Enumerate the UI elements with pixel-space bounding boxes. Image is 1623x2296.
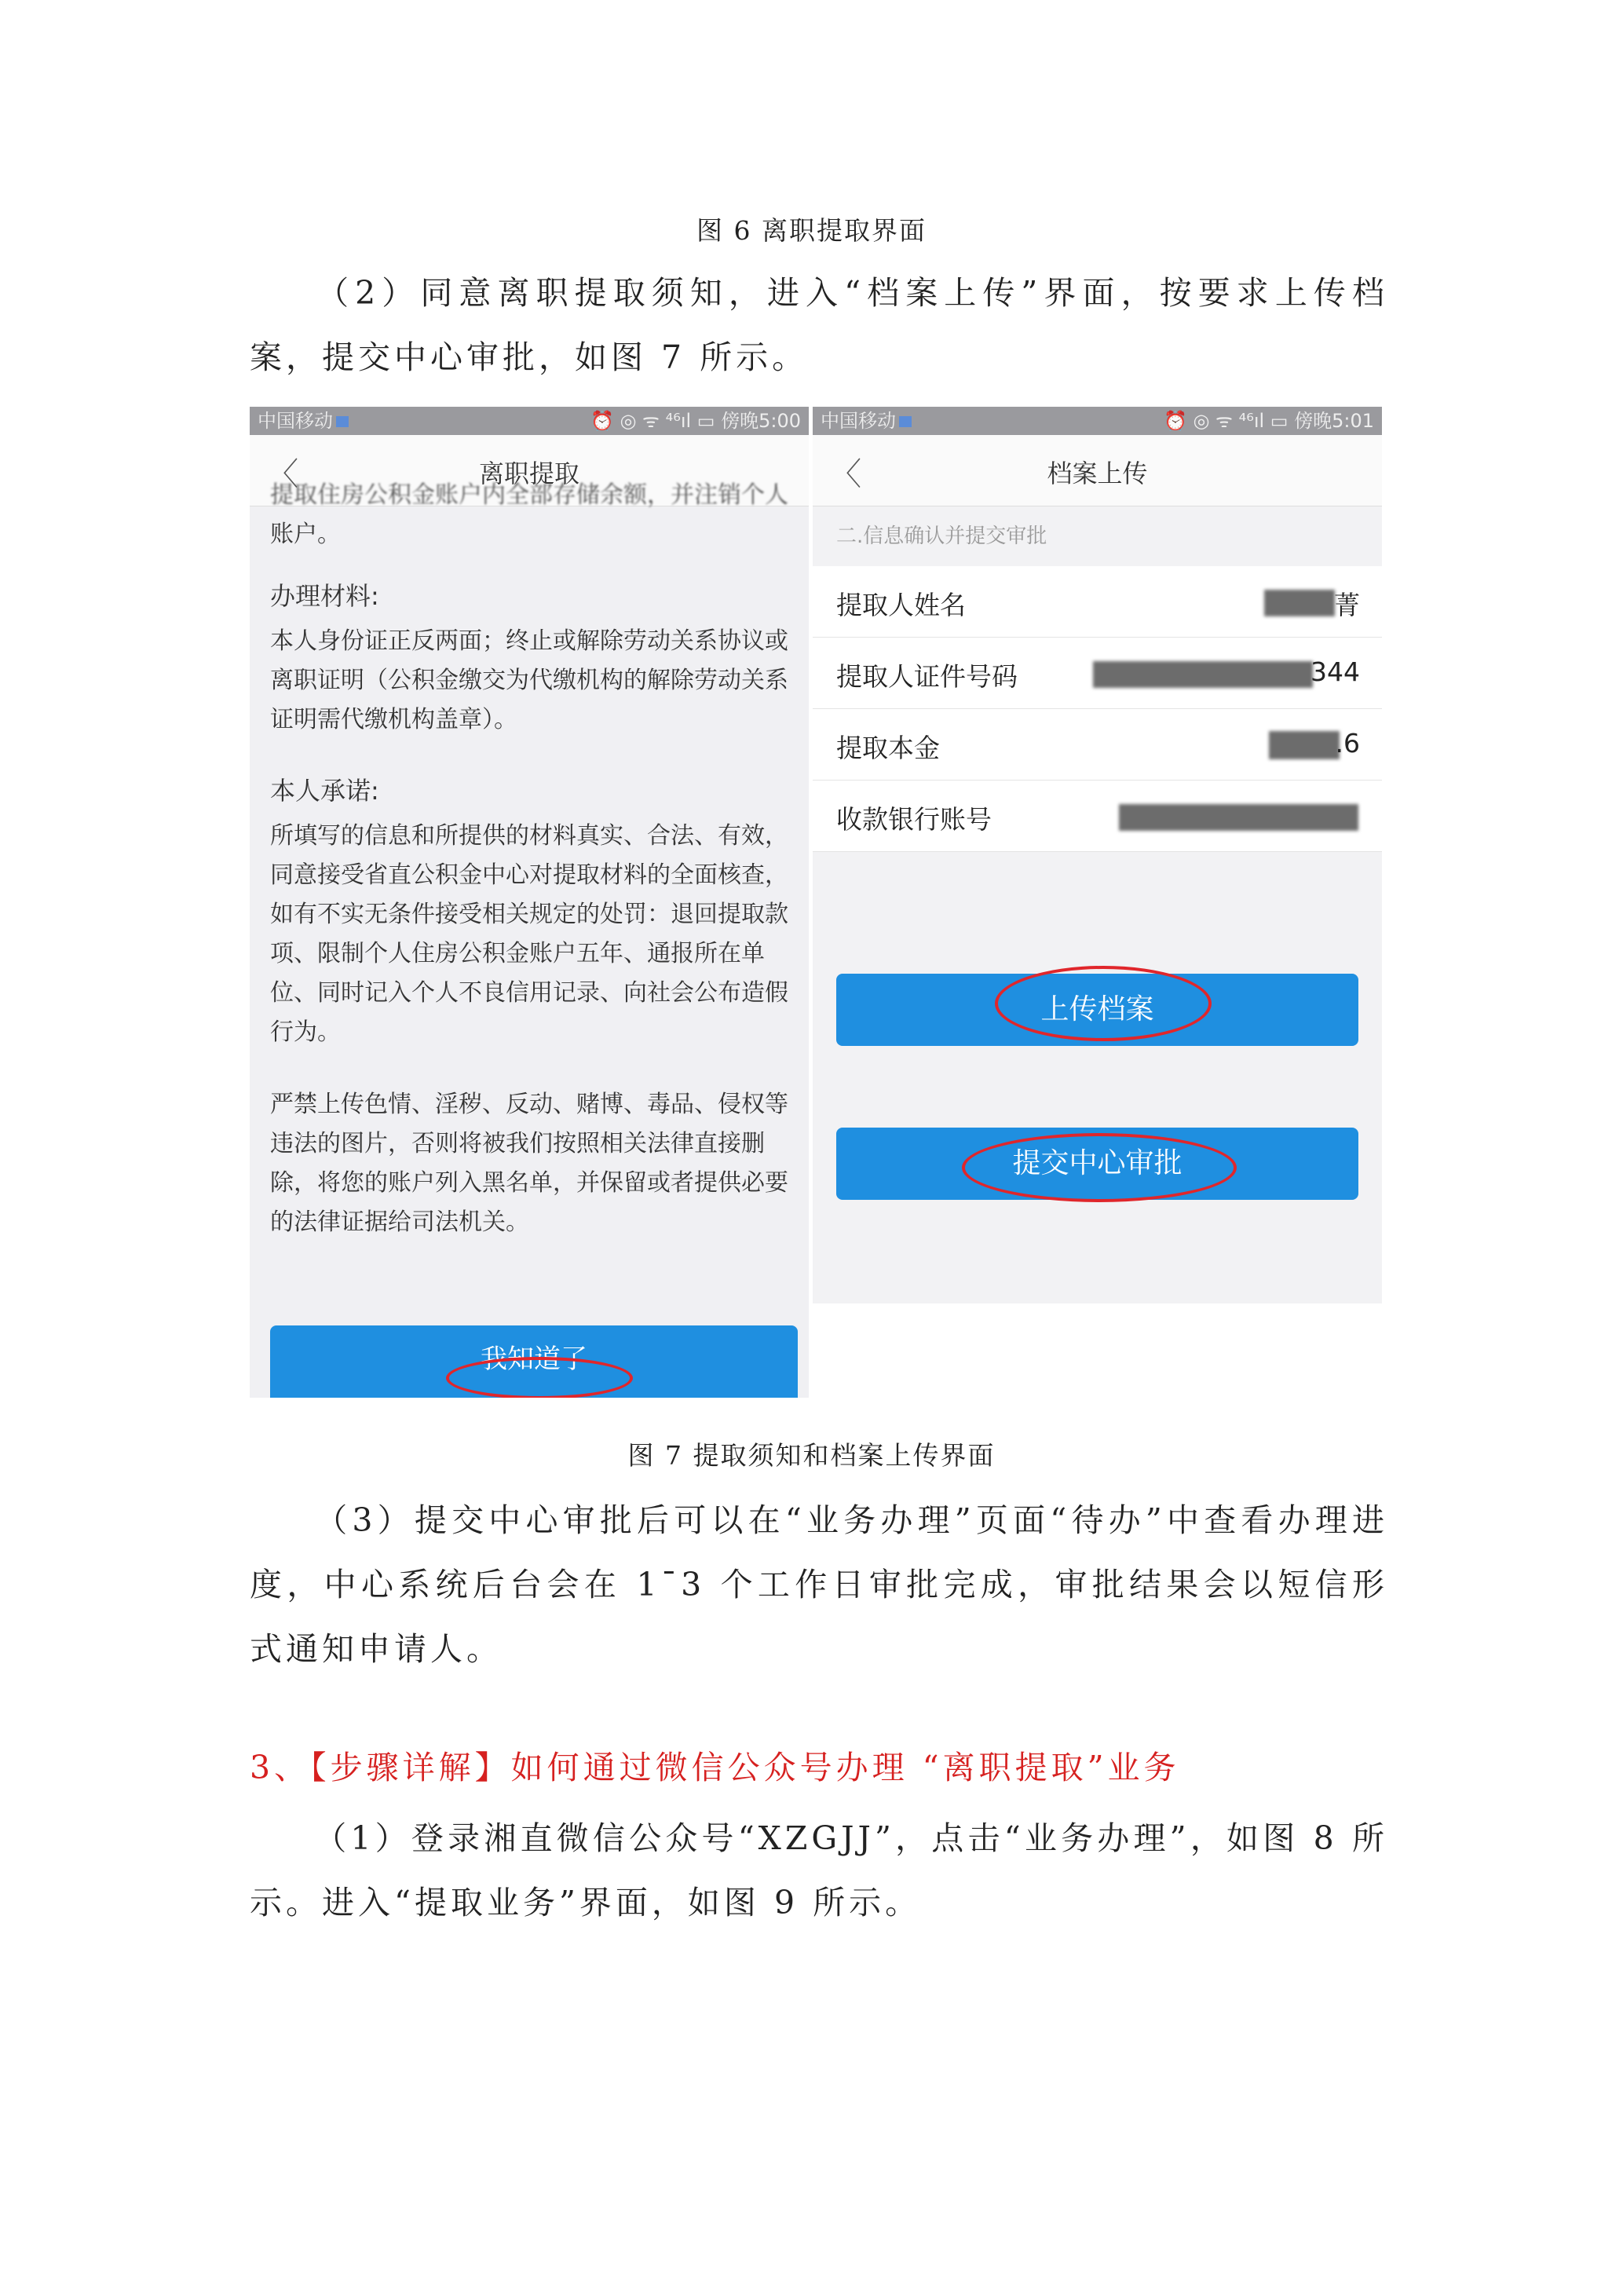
redaction-mask — [1093, 661, 1313, 688]
back-icon[interactable]: 〈 — [267, 456, 298, 492]
redaction-mask — [1264, 590, 1335, 616]
paragraph-step-3-text: （3）提交中心审批后可以在“业务办理”页面“待办”中查看办理进度，中心系统后台会在 1¯3 个工作日审批完成，审批结果会以短信形式通知申请人。 — [250, 1501, 1388, 1668]
row-label: 提取本金 — [836, 733, 940, 763]
page-title: 离职提取 — [478, 459, 579, 488]
status-icons: ⏰ ◎ ᯤ ⁴⁶ıl ▭ 傍晚5:00 — [590, 410, 801, 432]
upload-file-label: 上传档案 — [1040, 993, 1154, 1026]
notice-account-line: 账户。 — [270, 521, 341, 548]
carrier-label: 中国移动 — [258, 410, 333, 432]
page-title: 档案上传 — [1047, 459, 1148, 488]
sim-icon — [899, 416, 912, 427]
screenshot-resignation-notice — [250, 407, 809, 1398]
paragraph-wechat-step-1-text: （1）登录湘直微信公众号“XZGJJ”，点击“业务办理”，如图 8 所示。进入“提取业务”界面，如图 9 所示。 — [250, 1819, 1388, 1921]
i-understand-label: 我知道了 — [481, 1344, 587, 1375]
sim-icon — [336, 416, 349, 427]
row-value: .6 — [1335, 728, 1360, 759]
row-applicant-name — [813, 566, 1382, 638]
redaction-mask — [1269, 731, 1340, 759]
screenshot-file-upload — [813, 407, 1382, 1303]
status-bar — [813, 407, 1382, 435]
ban-text: 严禁上传色情、淫秽、反动、赌博、毒品、侵权等违法的图片，否则将被我们按照相关法律直接删除，将您的账户列入黑名单，并保留或者提供必要的法律证据给司法机关。 — [270, 1091, 788, 1236]
row-label: 提取人姓名 — [836, 590, 966, 620]
nav-bar — [813, 435, 1382, 506]
row-value: 菁 — [1334, 590, 1360, 620]
notice-cut-line: 提取住房公积金账户内全部存储余额，并注销个人 — [270, 481, 788, 509]
paragraph-step-3 — [250, 1488, 1388, 1681]
back-icon[interactable]: 〈 — [830, 456, 861, 492]
paragraph-wechat-step-1 — [250, 1806, 1388, 1935]
figure-6-caption: 图 6 离职提取界面 — [696, 215, 927, 246]
highlight-oval — [446, 1357, 633, 1398]
highlight-oval — [995, 966, 1212, 1041]
redaction-mask — [1119, 804, 1358, 831]
status-icons: ⏰ ◎ ᯤ ⁴⁶ıl ▭ 傍晚5:01 — [1163, 410, 1374, 432]
row-bank-account — [813, 781, 1382, 852]
section-header: 二.信息确认并提交审批 — [836, 525, 1047, 548]
promise-heading: 本人承诺: — [270, 776, 379, 806]
figure-7-caption: 图 7 提取须知和档案上传界面 — [627, 1440, 996, 1471]
row-label: 收款银行账号 — [836, 804, 992, 835]
materials-heading: 办理材料: — [270, 581, 379, 611]
row-value: 344 — [1310, 656, 1360, 687]
paragraph-step-2 — [250, 261, 1388, 389]
submit-approval-label: 提交中心审批 — [1012, 1147, 1183, 1179]
paragraph-step-2-text: （2）同意离职提取须知，进入“档案上传”界面，按要求上传档案，提交中心审批，如图 7 所示。 — [250, 274, 1388, 376]
row-id-number — [813, 638, 1382, 709]
status-bar — [250, 407, 809, 435]
notice-content — [270, 481, 788, 1242]
row-principal — [813, 709, 1382, 781]
carrier-label: 中国移动 — [821, 410, 896, 432]
row-label: 提取人证件号码 — [836, 661, 1018, 692]
highlight-oval — [962, 1133, 1237, 1202]
section-heading-3: 3、【步骤详解】如何通过微信公众号办理 “离职提取”业务 — [250, 1749, 1180, 1786]
materials-text: 本人身份证正反两面；终止或解除劳动关系协议或离职证明（公积金缴交为代缴机构的解除劳动关系证明需代缴机构盖章）。 — [270, 627, 788, 733]
promise-text: 所填写的信息和所提供的材料真实、合法、有效，同意接受省直公积金中心对提取材料的全面核查，如有不实无条件接受相关规定的处罚：退回提取款项、限制个人住房公积金账户五年、通报所在单位、同时记入个人不良信用记录、向社会公布造假行为。 — [270, 822, 788, 1046]
